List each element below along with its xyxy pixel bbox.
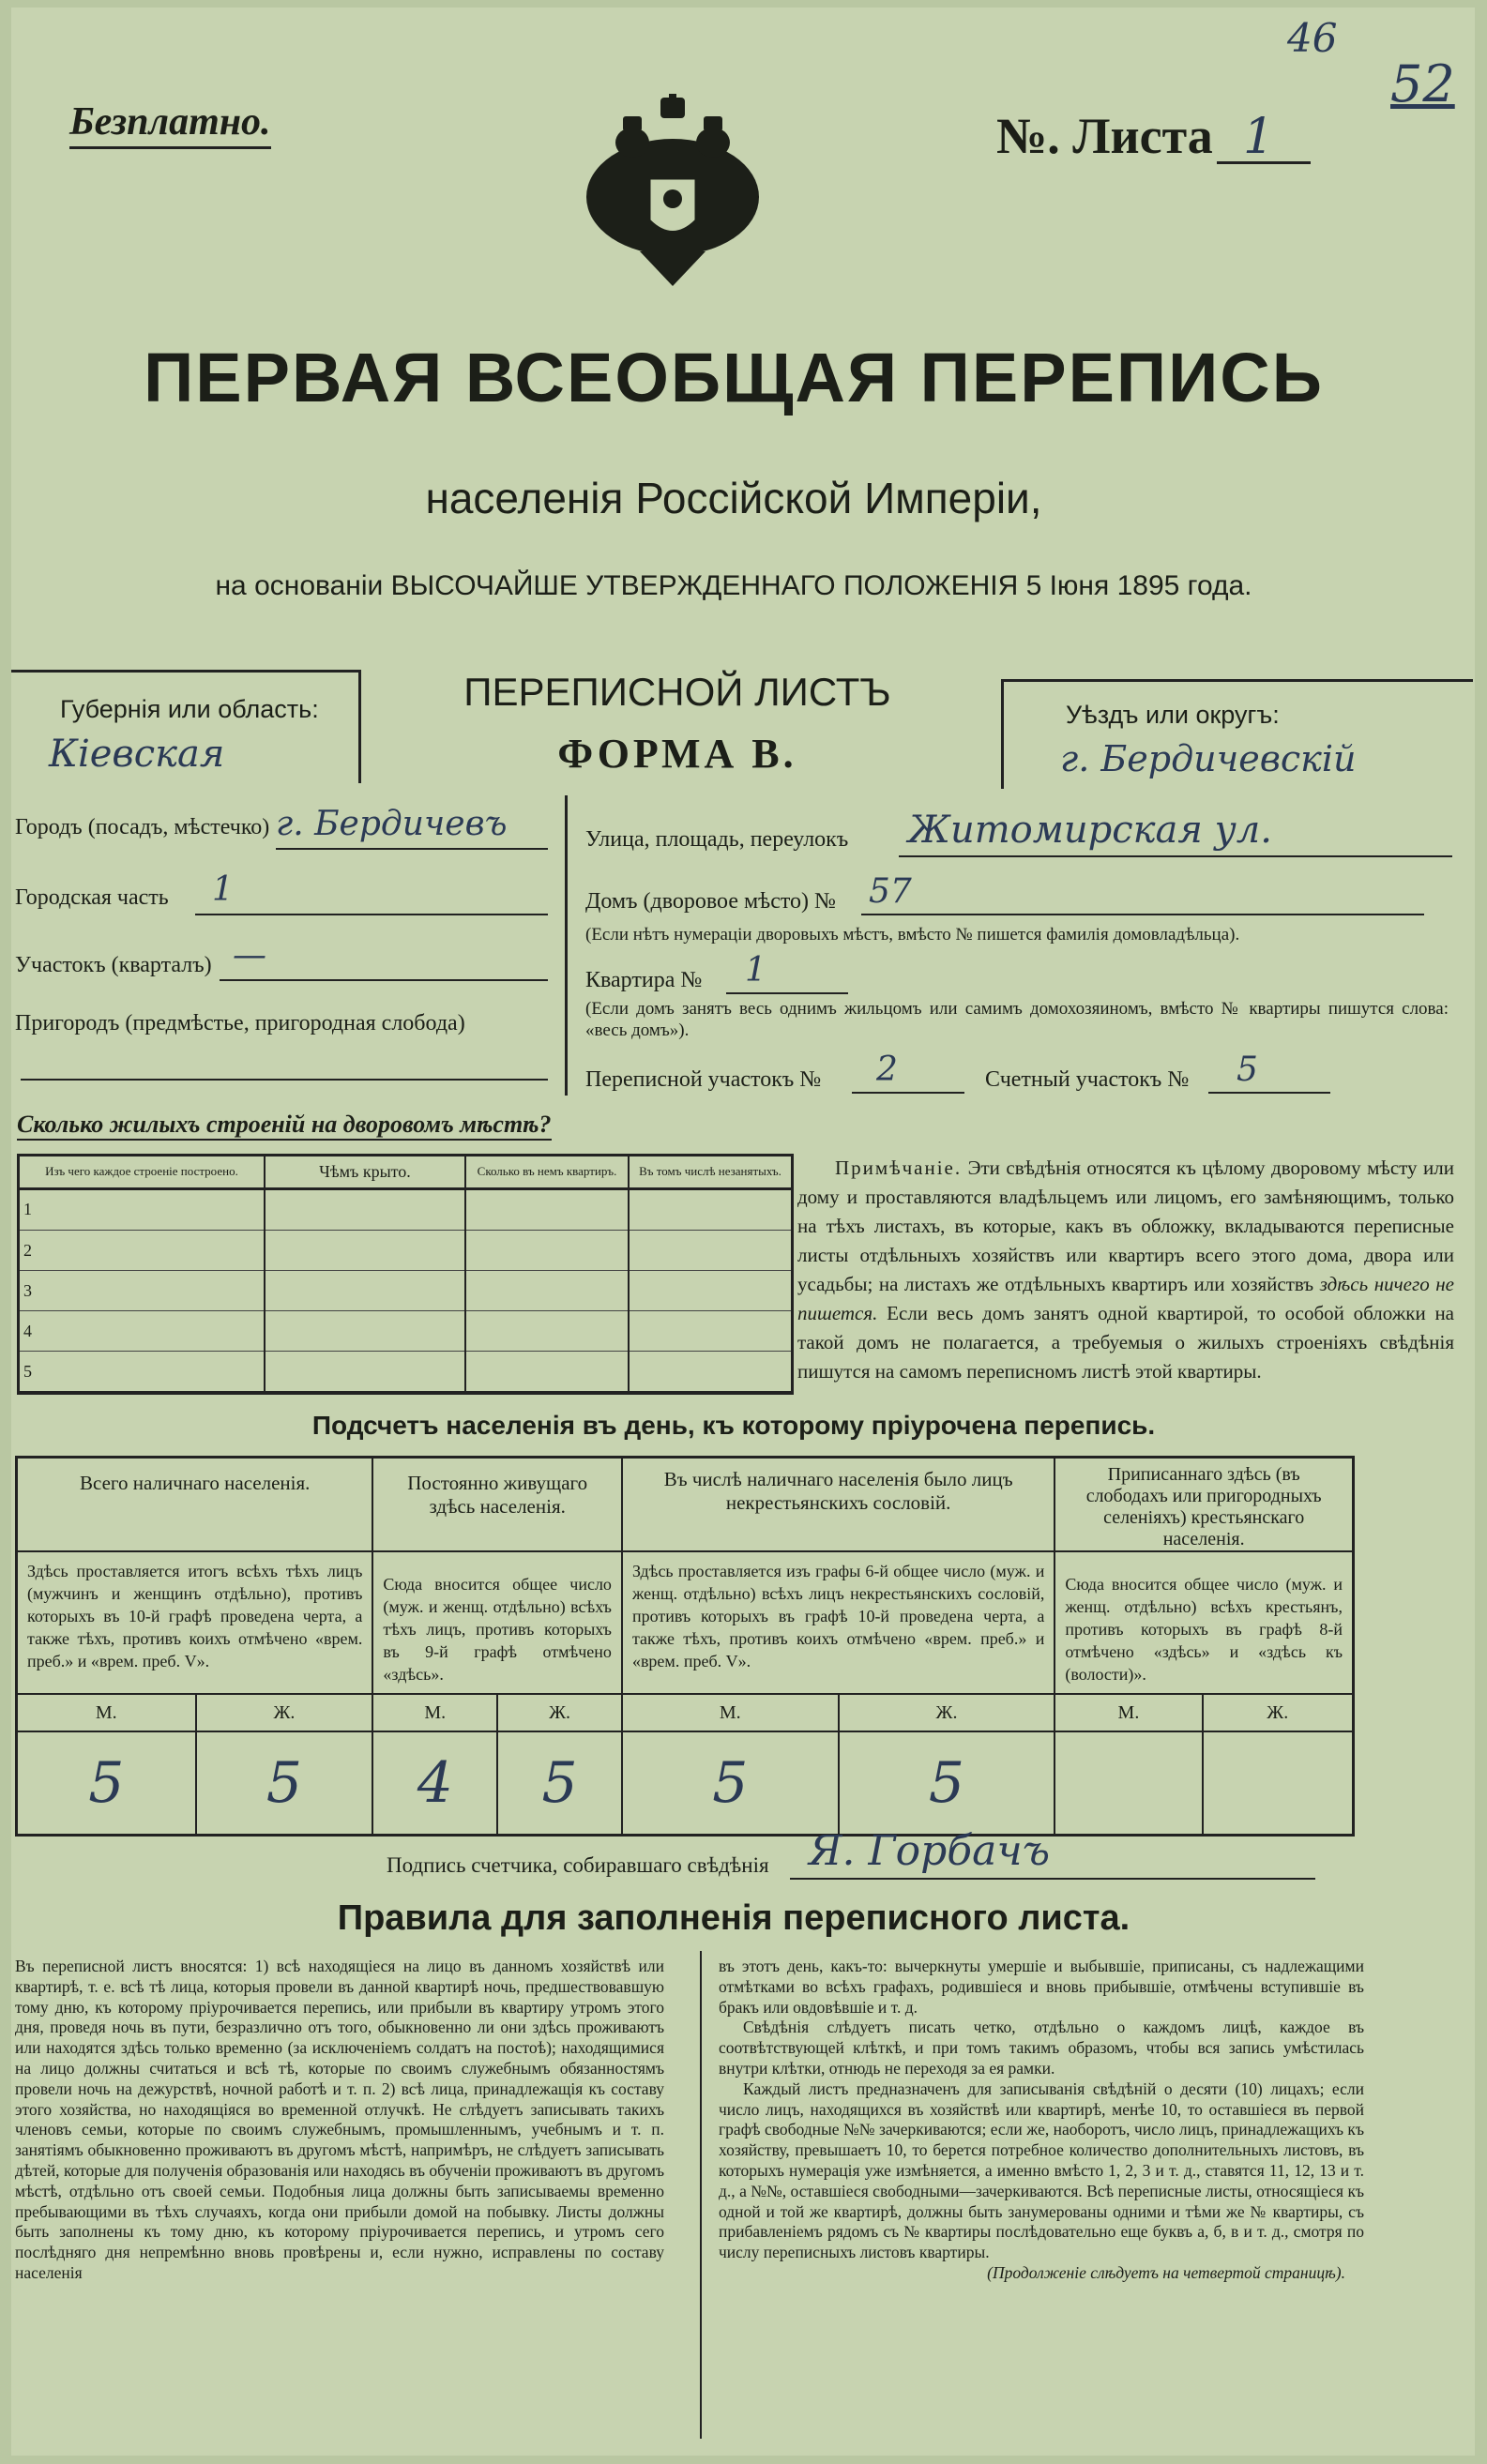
city-field[interactable] <box>276 805 548 850</box>
census-desc-permanent: Сюда вносится общее число (муж. и женщ. отдѣльно) всѣхъ тѣхъ лицъ, противъ которыхъ въ 9-й графѣ отмѣчено «здѣсь». <box>372 1551 622 1694</box>
sheet-number-value: 1 <box>1243 109 1275 165</box>
city-part-field[interactable] <box>195 870 548 915</box>
count-area-value: 5 <box>1237 1051 1258 1089</box>
decree-line: на основаніи ВЫСОЧАЙШЕ УТВЕРЖДЕННАГО ПОЛОЖЕНІЯ 5 Іюня 1895 года. <box>215 570 1252 601</box>
count-area-label: Счетный участокъ № <box>985 1067 1190 1092</box>
note-emphasis: здѣсь ничего не пишется. <box>797 1273 1454 1324</box>
census-table <box>15 1456 1355 1831</box>
city-part-label: Городская часть <box>15 885 169 910</box>
permanent-female-value[interactable]: 5 <box>497 1731 622 1835</box>
buildings-header-roof: Чѣмъ крыто. <box>265 1156 465 1188</box>
female-header: Ж. <box>196 1694 373 1731</box>
peasant-female-value[interactable] <box>1203 1731 1354 1835</box>
uchastok-label: Участокъ (кварталъ) <box>15 953 212 977</box>
note-text-2: Если весь домъ занятъ одной квартирой, то особой обложки на такой домъ не полагается, а требуемыя о жилыхъ строеніяхъ свѣдѣнія пишутся на самомъ переписномъ листѣ этой квартиры. <box>797 1302 1455 1383</box>
female-header: Ж. <box>497 1694 622 1731</box>
apt-note: (Если домъ занятъ весь однимъ жильцомъ или самимъ домохозяиномъ, вмѣсто № квартиры пишутся слова: «весь домъ»). <box>585 999 1449 1040</box>
row-number: 1 <box>20 1188 265 1231</box>
census-desc-total: Здѣсь проставляется итогъ всѣхъ тѣхъ лицъ (мужчинъ и женщинъ отдѣльно), противъ которыхъ въ 10-й графѣ проведена черта, а также тѣхъ, противъ коихъ отмѣчено «врем. преб.» и «врем. преб. V». <box>17 1551 373 1694</box>
buildings-table <box>17 1154 794 1395</box>
census-title: Подсчетъ населенія въ день, къ которому пріурочена перепись. <box>311 1411 1156 1440</box>
house-note: (Если нѣтъ нумераціи дворовыхъ мѣстъ, вмѣсто № пишется фамилія домовладѣльца). <box>585 925 1240 945</box>
house-field[interactable] <box>861 872 1424 915</box>
rules-continued: (Продолженіе слѣдуетъ на четвертой страницѣ). <box>987 2262 1345 2282</box>
buildings-header-material: Изъ чего каждое строеніе построено. <box>20 1156 265 1188</box>
rules-right-p3: Каждый листъ предназначенъ для записыванія свѣдѣній о десяти (10) лицахъ; если число лицъ, находящихся въ хозяйствѣ или квартирѣ, менѣе 10, то оставшіеся въ первой графѣ свободные №№ зачеркиваются; если же, наоборотъ, число лицъ, принадлежащихъ къ хозяйству, превышаетъ 10, то берется потребное количество дополнительныхъ листовъ, въ которыхъ нумерація уже измѣняется, а именно вмѣсто 1, 2, 3 и т. д., ставятся 11, 12, 13 и т. д., а №№, оставшіеся свободными—зачеркиваются. Всѣ переписные листы, относящіеся къ одной и той же квартирѣ, должны быть занумерованы одними и тѣми же № квартиры, съ прибавленіемъ рядомъ съ № квартиры послѣдовательно еще буквъ а, б, в и т. д., смотря по числу переписныхъ листовъ квартиры. <box>719 2079 1364 2262</box>
male-header: М. <box>372 1694 497 1731</box>
table-row[interactable] <box>20 1352 791 1391</box>
street-value: Житомирская ул. <box>908 809 1272 852</box>
signature-label: Подпись счетчика, собиравшаго свѣдѣнія <box>387 1853 769 1877</box>
sheet-title: ПЕРЕПИСНОЙ ЛИСТЪ <box>463 670 891 714</box>
street-label: Улица, площадь, переулокъ <box>585 827 849 852</box>
census-head-permanent: Постоянно живущаго здѣсь населенія. <box>372 1458 622 1552</box>
row-number: 2 <box>20 1231 265 1271</box>
census-desc-non-peasant: Здѣсь проставляется изъ графы 6-й общее число (муж. и женщ. отдѣльно) всѣхъ лицъ некрестьянскихъ сословій, противъ которыхъ въ графѣ 10-й проведена черта, а также тѣхъ, противъ коихъ отмѣчено «врем. преб.» и «врем. преб. V». <box>622 1551 1055 1694</box>
table-row[interactable] <box>20 1188 791 1231</box>
census-area-field[interactable] <box>852 1051 964 1094</box>
census-head-peasant: Приписаннаго здѣсь (въ слободахъ или пригородныхъ селеніяхъ) крестьянскаго населенія. <box>1055 1458 1353 1552</box>
rules-right-p1: въ этотъ день, какъ-то: вычеркнуты умершіе и выбывшіе, приписаны, съ надлежащими отмѣтками во всѣхъ графахъ, родившіеся и вновь прибывшіе, отмѣчены вступившіе въ бракъ или овдовѣвшіе и т. д. <box>719 1957 1364 2017</box>
signature-value: Я. Горбачъ <box>809 1827 1051 1875</box>
street-field[interactable] <box>899 809 1452 857</box>
guberniya-value[interactable]: Кіевская <box>49 733 225 776</box>
house-label: Домъ (дворовое мѣсто) № <box>585 889 836 914</box>
female-header: Ж. <box>839 1694 1055 1731</box>
handwritten-sheet-number: 46 <box>1287 15 1338 61</box>
city-part-value: 1 <box>212 870 234 909</box>
female-header: Ж. <box>1203 1694 1354 1731</box>
city-value: г. Бердичевъ <box>276 805 508 843</box>
note-text: Эти свѣдѣнія относятся къ цѣлому дворовому мѣсту или дому и проставляются владѣльцемъ или лицомъ, его замѣняющимъ, только на тѣхъ листахъ, въ которые, какъ въ обложку, вкладываются переписные листы отдѣльныхъ хозяйствъ или квартиръ всего этого дома, двора или усадьбы; на листахъ же отдѣльныхъ квартиръ или хозяйствъ <box>797 1156 1455 1295</box>
apt-label: Квартира № <box>585 968 703 992</box>
apt-value: 1 <box>745 951 766 990</box>
signature-field[interactable] <box>790 1827 1315 1880</box>
rules-right-p2: Свѣдѣнія слѣдуетъ писать четко, отдѣльно о каждомъ лицѣ, каждое въ соотвѣтствующей клѣткѣ, и при томъ такимъ образомъ, чтобы вся запись умѣстилась внутри клѣтки, отнюдь не переходя за ея рамки. <box>719 2018 1364 2078</box>
uchastok-field[interactable] <box>220 936 548 981</box>
house-value: 57 <box>869 872 912 911</box>
buildings-header-vacant: Въ томъ числѣ незанятыхъ. <box>629 1156 791 1188</box>
suburb-label: Пригородъ (предмѣстье, пригородная слобода) <box>15 1011 465 1035</box>
buildings-header-apartments: Сколько въ немъ квартиръ. <box>465 1156 629 1188</box>
imperial-eagle-emblem <box>574 94 771 291</box>
table-row[interactable] <box>20 1311 791 1352</box>
male-header: М. <box>622 1694 839 1731</box>
uezd-label: Уѣздъ или округъ: <box>1066 701 1280 729</box>
table-row[interactable] <box>20 1271 791 1311</box>
total-female-value[interactable]: 5 <box>196 1731 373 1835</box>
sheet-number-field[interactable] <box>1217 109 1311 164</box>
male-header: М. <box>17 1694 196 1731</box>
guberniya-label: Губернія или область: <box>60 695 319 723</box>
census-sheet-page <box>11 8 1475 2456</box>
rules-title: Правила для заполненія переписного листа. <box>337 1898 1130 1938</box>
sheet-number-label: №. Листа <box>996 108 1213 164</box>
uezd-value[interactable]: г. Бердичевскій <box>1060 738 1357 779</box>
city-label: Городъ (посадъ, мѣстечко) <box>15 815 270 839</box>
census-head-non-peasant: Въ числѣ наличнаго населенія было лицъ некрестьянскихъ сословій. <box>622 1458 1055 1552</box>
census-head-total: Всего наличнаго населенія. <box>17 1458 373 1552</box>
row-number: 4 <box>20 1311 265 1352</box>
permanent-male-value[interactable]: 4 <box>372 1731 497 1835</box>
suburb-field[interactable] <box>21 1041 548 1081</box>
row-number: 3 <box>20 1271 265 1311</box>
row-number: 5 <box>20 1352 265 1391</box>
note-label: Примѣчаніе. <box>835 1156 963 1179</box>
peasant-male-value[interactable] <box>1055 1731 1202 1835</box>
rules-divider <box>700 1951 702 2439</box>
total-male-value[interactable]: 5 <box>17 1731 196 1835</box>
census-desc-peasant: Сюда вносится общее число (муж. и женщ. отдѣльно) всѣхъ крестьянъ, противъ которыхъ въ графѣ 8-й отмѣчено «здѣсь» и «здѣсь къ (волости)». <box>1055 1551 1353 1694</box>
address-right-block <box>582 795 1464 1105</box>
guberniya-box <box>11 670 361 783</box>
uchastok-value: — <box>233 936 266 975</box>
note-block <box>797 1154 1454 1386</box>
census-area-value: 2 <box>876 1051 898 1089</box>
count-area-field[interactable] <box>1208 1051 1330 1094</box>
subtitle: населенія Россійской Имперіи, <box>425 474 1042 522</box>
rules-right-column <box>719 1957 1364 2284</box>
free-label: Безплатно. <box>69 99 271 149</box>
form-title: ФОРМА В. <box>557 731 797 777</box>
buildings-question: Сколько жилыхъ строеній на дворовомъ мѣстѣ? <box>17 1111 552 1141</box>
apt-field[interactable] <box>726 951 848 994</box>
census-area-label: Переписной участокъ № <box>585 1067 822 1092</box>
archive-number: 52 <box>1390 54 1455 113</box>
address-left-block <box>11 795 568 1096</box>
non-peasant-female-value[interactable]: 5 <box>839 1731 1055 1835</box>
non-peasant-male-value[interactable]: 5 <box>622 1731 839 1835</box>
uezd-box <box>1001 679 1473 789</box>
table-row[interactable] <box>20 1231 791 1271</box>
male-header: М. <box>1055 1694 1202 1731</box>
rules-left-column: Въ переписной листъ вносятся: 1) всѣ находящіеся на лицо въ данномъ хозяйствѣ или квартирѣ, т. е. всѣ тѣ лица, которыя провели въ данной квартирѣ ночь, предшествовавшую тому дню, къ которому пріурочивается перепись, или прибыли въ квартиру утромъ этого дня, проведя ночь въ пути, безразлично отъ того, обыкновенно ли они здѣсь проживаютъ или находятся здѣсь только временно (за исключеніемъ солдатъ на постоѣ); находящимися на лицо должны считаться и всѣ тѣ, которые по своимъ служебнымъ обязанностямъ провели ночь на дежурствѣ, ночной работѣ и т. п. 2) всѣ лица, принадлежащія къ составу этого хозяйства, но находящіяся во временной отлучкѣ. Не слѣдуетъ записывать такихъ членовъ семьи, которые по своимъ служебнымъ, промышленнымъ, учебнымъ и т. п. занятіямъ обыкновенно проживаютъ въ другомъ мѣстѣ, напримѣръ, не слѣдуетъ записывать дѣтей, которые для полученія образованія или находясь въ обученіи проживаютъ въ другомъ мѣстѣ, отдѣльно отъ своей семьи. Подобныя лица должны быть записываемы временно пребывающими въ тѣхъ случаяхъ, когда они прибыли домой на побывку. Листы должны быть заполнены къ тому дню, къ которому пріурочивается перепись, и утромъ сего послѣдняго дня непремѣнно вновь провѣрены и, если нужно, исправлены по составу населенія <box>15 1957 664 2282</box>
main-title: ПЕРВАЯ ВСЕОБЩАЯ ПЕРЕПИСЬ <box>144 339 1324 416</box>
